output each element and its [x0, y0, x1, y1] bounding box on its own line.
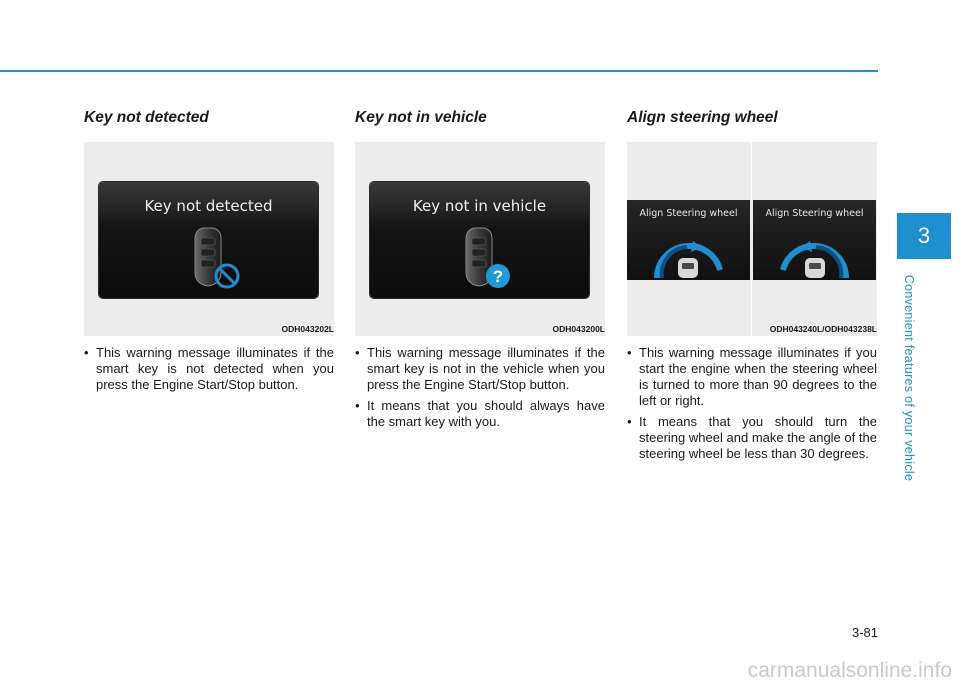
bullet-item: • This warning message illuminates if the smart key is not detected when you press the Engine Start/Stop button.	[84, 345, 334, 393]
section-title: Key not in vehicle	[355, 109, 487, 126]
page-number: 3-81	[851, 625, 878, 640]
smart-key-question-icon	[370, 182, 589, 298]
dual-display	[627, 200, 877, 280]
figure-code: ODH043240L/ODH043238L	[769, 324, 877, 334]
cluster-display	[370, 182, 589, 298]
figure-key-not-detected	[84, 142, 334, 336]
cluster-display-right	[753, 200, 876, 280]
screen-message-right: Align Steering wheel	[765, 208, 864, 219]
chapter-number-tab: 3	[897, 213, 951, 259]
screen-message-left: Align Steering wheel	[639, 208, 738, 219]
bullet-item: • This warning message illuminates if you start the engine when the steering wheel is turned to more than 90 degrees to the left or right.	[627, 345, 877, 409]
steering-alignment-icon	[627, 200, 750, 280]
bullet-list	[627, 345, 877, 462]
bullet-list	[355, 345, 605, 430]
smart-key-prohibited-icon	[99, 182, 318, 298]
section-title: Key not detected	[84, 109, 209, 126]
header-rule	[0, 70, 878, 72]
section-align-steering-wheel	[627, 108, 877, 467]
cluster-display-left	[627, 200, 750, 280]
chapter-title	[896, 264, 922, 492]
watermark: carmanualsonline.info	[747, 659, 952, 682]
bullet-list	[84, 345, 334, 393]
figure-code: ODH043200L	[552, 324, 605, 334]
figure-align-steering-wheel	[627, 142, 877, 336]
screen-message: Key not detected	[144, 197, 273, 215]
cluster-display	[99, 182, 318, 298]
steering-alignment-icon	[753, 200, 876, 280]
chapter-title-text: Convenient features of your vehicle	[902, 274, 917, 482]
svg-text:?: ?	[492, 267, 504, 286]
figure-key-not-in-vehicle	[355, 142, 605, 336]
bullet-item: • This warning message illuminates if the smart key is not in the vehicle when you press the Engine Start/Stop button.	[355, 345, 605, 393]
bullet-item: • It means that you should always have the smart key with you.	[355, 398, 605, 430]
figure-code: ODH043202L	[281, 324, 334, 334]
section-title: Align steering wheel	[627, 109, 778, 126]
section-key-not-detected	[84, 108, 334, 398]
section-key-not-in-vehicle	[355, 108, 605, 435]
screen-message: Key not in vehicle	[412, 197, 547, 215]
bullet-item: • It means that you should turn the steering wheel and make the angle of the steering wheel be less than 30 degrees.	[627, 414, 877, 462]
